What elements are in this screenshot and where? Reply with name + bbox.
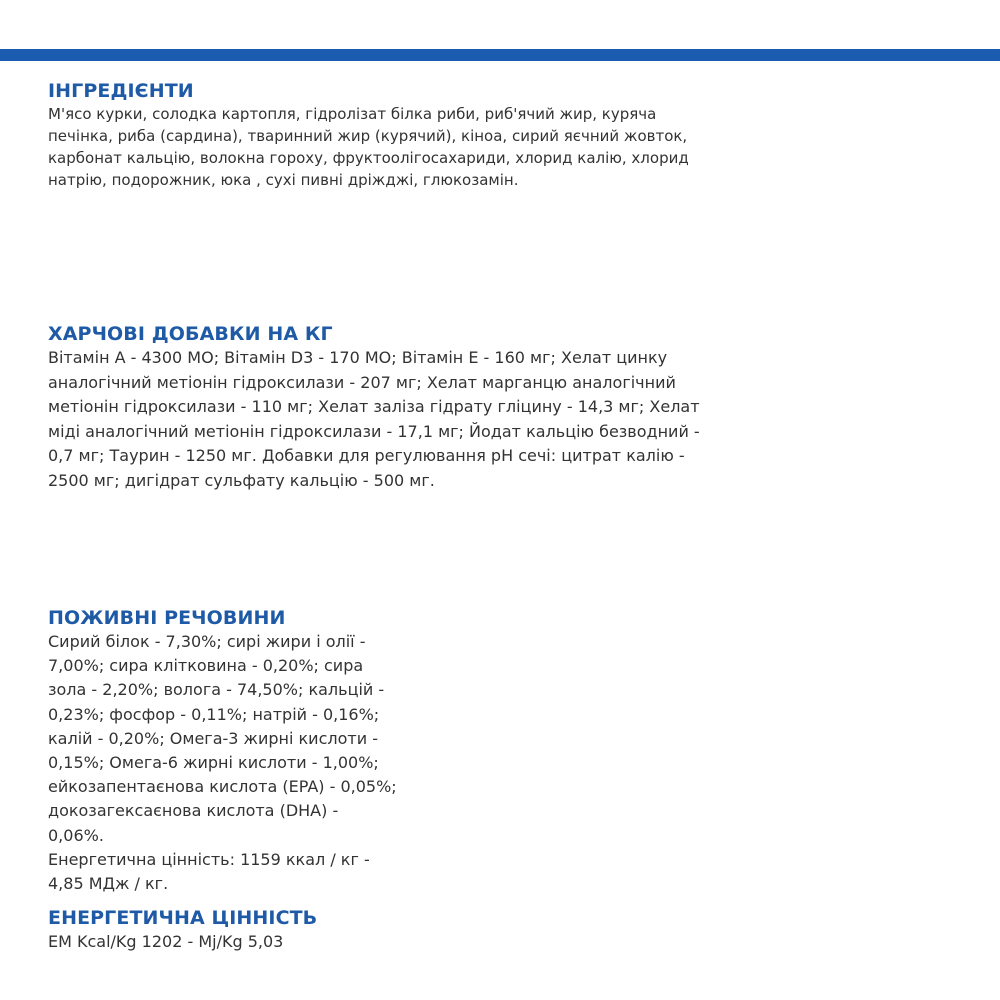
nutrients-energy-line: Енергетична цінність: 1159 ккал / кг - 4,85 МДж / кг. <box>48 849 370 894</box>
additives-section <box>48 322 718 493</box>
energy-text: EM Kcal/Kg 1202 - Mj/Kg 5,03 <box>48 932 284 951</box>
ingredients-section <box>48 79 708 191</box>
energy-heading: ЕНЕРГЕТИЧНА ЦІННІСТЬ <box>48 907 318 929</box>
ingredients-text: М'ясо курки, солодка картопля, гідролізат білка риби, риб'ячий жир, куряча печінка, риба (сардина), тваринний жир (курячий), кіноа, сирий яєчний жовток, карбонат кальцію, волокна гороху, фруктоолігосахариди, хлорид калію, хлорид натрію, подорожник, юка , сухі пивні дріжджі, глюкозамін. <box>48 105 689 189</box>
energy-section <box>48 906 448 954</box>
nutrients-heading: ПОЖИВНІ РЕЧОВИНИ <box>48 607 286 629</box>
ingredients-heading: ІНГРЕДІЄНТИ <box>48 80 194 102</box>
top-accent-bar <box>0 49 1000 61</box>
nutrients-text: Сирий білок - 7,30%; сирі жири і олії - 7,00%; сира клітковина - 0,20%; сира зола - 2,20%; волога - 74,50%; кальцій - 0,23%; фосфор - 0,11%; натрій - 0,16%; калій - 0,20%; Омега-3 жирні кислоти - 0,15%; Омега-6 жирні кислоти - 1,00%; ейкозапентаєнова кислота (EPA) - 0,05%; докозагексаєнова кислота (DHA) - 0,06%. <box>48 632 397 845</box>
additives-text: Вітамін А - 4300 МО; Вітамін D3 - 170 МО; Вітамін Е - 160 мг; Хелат цинку аналогічний метіонін гідроксилази - 207 мг; Хелат марганцю аналогічний метіонін гідроксилази - 110 мг; Хелат заліза гідрату гліцину - 14,3 мг; Хелат міді аналогічний метіонін гідроксилази - 17,1 мг; Йодат кальцію безводний - 0,7 мг; Таурин - 1250 мг. Добавки для регулювання pH сечі: цитрат калію - 2500 мг; дигідрат сульфату кальцію - 500 мг. <box>48 348 700 490</box>
additives-heading: ХАРЧОВІ ДОБАВКИ НА КГ <box>48 323 333 345</box>
nutrients-section <box>48 606 398 896</box>
